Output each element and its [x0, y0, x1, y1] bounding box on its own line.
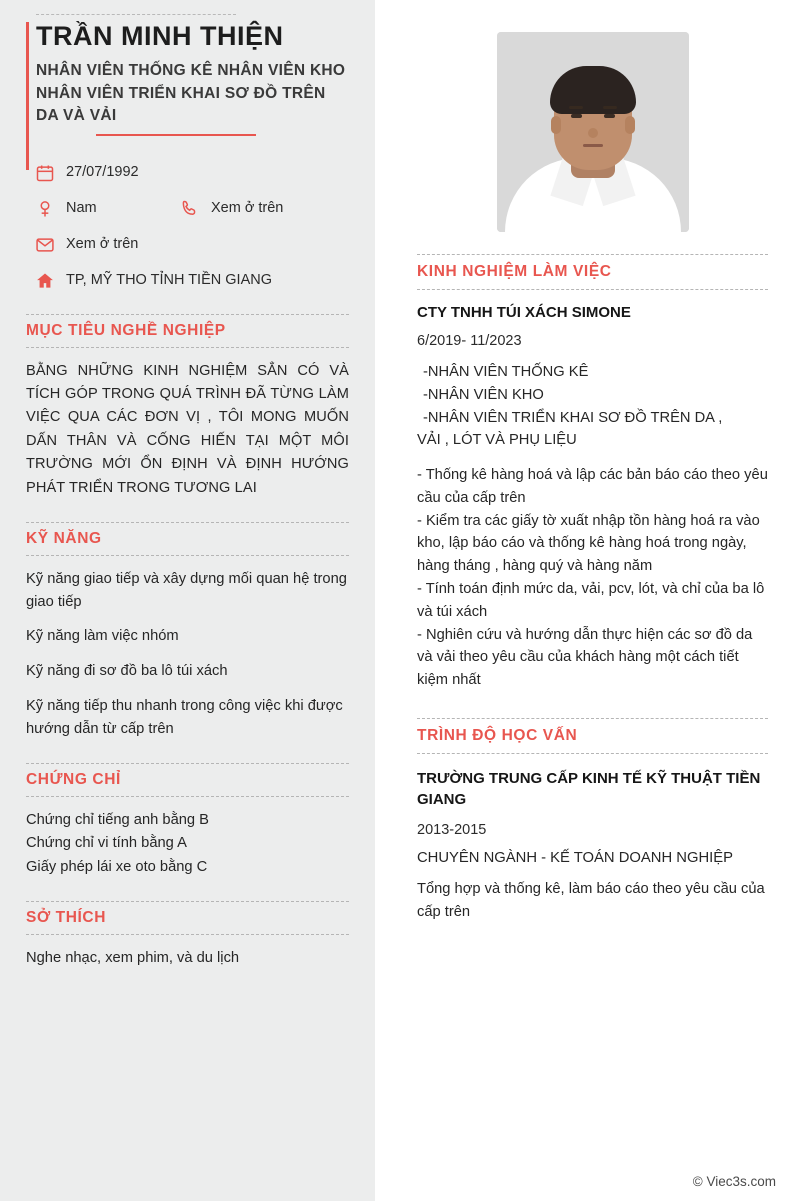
list-item: Nghe nhạc, xem phim, và du lịch — [26, 950, 240, 967]
list-item: VẢI , LÓT VÀ PHỤ LIỆU — [417, 432, 577, 449]
contact-gender-text: Nam — [66, 200, 97, 217]
contact-row — [34, 270, 349, 292]
list-item: - Nghiên cứu và hướng dẫn thực hiện các sơ đồ da và vải theo yêu cầu của khách hàng một cách tiết kiệm nhất — [417, 626, 753, 689]
contact-list — [26, 162, 349, 292]
main-content — [375, 0, 800, 1201]
contact-address — [34, 270, 272, 292]
section-objective-body: BẰNG NHỮNG KINH NGHIỆM SẲN CÓ VÀ TÍCH GÓP TRONG QUÁ TRÌNH ĐÃ TỪNG LÀM VIỆC QUA CÁC ĐƠN VỊ , TÔI MONG MUỐN DẤN THÂN VÀ CỐNG HIẾN TẠI MỘT MÔI TRƯỜNG MỚI ỔN ĐỊNH VÀ ĐỊNH HƯỚNG PHÁT TRIỂN TRONG TƯƠNG LAI — [26, 362, 349, 496]
footer-credit: © Viec3s.com — [692, 1174, 776, 1189]
list-item: Kỹ năng giao tiếp và xây dựng mối quan hệ trong giao tiếp — [26, 570, 347, 610]
experience-duties — [417, 464, 768, 692]
experience-date: 6/2019- 11/2023 — [417, 333, 522, 349]
list-item: - Tính toán định mức da, vải, pcv, lót, và chỉ của ba lô và túi xách — [417, 581, 765, 620]
section-experience — [417, 254, 768, 692]
section-interests — [26, 901, 349, 971]
contact-email-text: Xem ở trên — [66, 236, 139, 253]
experience-company: CTY TNHH TÚI XÁCH SIMONE — [417, 304, 631, 321]
page-title: TRẦN MINH THIỆN — [36, 21, 284, 51]
education-date: 2013-2015 — [417, 821, 487, 838]
list-item: Giấy phép lái xe oto bằng C — [26, 858, 208, 875]
avatar — [497, 32, 689, 232]
section-certificates-heading: CHỨNG CHỈ — [26, 763, 349, 797]
contact-address-text: TP, MỸ THO TỈNH TIỀN GIANG — [66, 272, 272, 289]
contact-birthday — [34, 162, 179, 184]
list-item: -NHÂN VIÊN TRIỂN KHAI SƠ ĐỒ TRÊN DA , — [423, 409, 723, 426]
gender-icon — [34, 198, 56, 220]
title-underline — [96, 134, 256, 136]
section-education — [417, 718, 768, 924]
section-certificates — [26, 763, 349, 880]
section-experience-heading: KINH NGHIỆM LÀM VIỆC — [417, 254, 768, 290]
list-item: Chứng chỉ tiếng anh bằng B — [26, 811, 209, 828]
list-item: Kỹ năng làm việc nhóm — [26, 628, 179, 645]
section-objective-heading: MỤC TIÊU NGHỀ NGHIỆP — [26, 314, 349, 348]
list-item: -NHÂN VIÊN THỐNG KÊ — [423, 364, 589, 380]
name-block — [26, 20, 349, 136]
list-item: Kỹ năng tiếp thu nhanh trong công việc khi được hướng dẫn từ cấp trên — [26, 697, 343, 737]
calendar-icon — [34, 162, 56, 184]
phone-icon — [179, 198, 201, 220]
list-item: -NHÂN VIÊN KHO — [423, 386, 544, 403]
experience-roles — [417, 361, 768, 452]
contact-row — [34, 234, 349, 256]
section-interests-heading: SỞ THÍCH — [26, 901, 349, 935]
contact-row — [34, 162, 349, 184]
section-education-heading: TRÌNH ĐỘ HỌC VẤN — [417, 718, 768, 754]
home-icon — [34, 270, 56, 292]
job-title: NHÂN VIÊN THỐNG KÊ NHÂN VIÊN KHO NHÂN VIÊN TRIỂN KHAI SƠ ĐỒ TRÊN DA VÀ VẢI — [36, 62, 346, 125]
contact-phone-text: Xem ở trên — [211, 200, 284, 217]
accent-bar — [26, 22, 29, 170]
education-major: CHUYÊN NGÀNH - KẾ TOÁN DOANH NGHIỆP — [417, 849, 733, 866]
name-top-divider — [36, 14, 236, 17]
certificates-list — [26, 809, 349, 880]
section-skills — [26, 522, 349, 741]
contact-phone — [179, 198, 283, 220]
skills-list — [26, 568, 349, 741]
list-item: Kỹ năng đi sơ đồ ba lô túi xách — [26, 663, 228, 680]
section-skills-heading: KỸ NĂNG — [26, 522, 349, 556]
contact-email — [34, 234, 179, 256]
interests-list — [26, 947, 349, 971]
section-objective — [26, 314, 349, 500]
contact-gender — [34, 198, 179, 220]
education-note: Tổng hợp và thống kê, làm báo cáo theo yêu cầu của cấp trên — [417, 880, 765, 920]
contact-row — [34, 198, 349, 220]
left-sidebar — [0, 0, 375, 1201]
list-item: - Kiểm tra các giấy tờ xuất nhập tồn hàng hoá ra vào kho, lập báo cáo và thống kê hàng hoá trong ngày, hàng tháng , hàng quý và hàng năm — [417, 512, 760, 575]
education-school: TRƯỜNG TRUNG CẤP KINH TẾ KỸ THUẬT TIỀN GIANG — [417, 769, 761, 808]
email-icon — [34, 234, 56, 256]
list-item: - Thống kê hàng hoá và lập các bản báo cáo theo yêu cầu của cấp trên — [417, 467, 768, 506]
list-item: Chứng chỉ vi tính bằng A — [26, 835, 187, 852]
contact-birthday-text: 27/07/1992 — [66, 164, 139, 181]
